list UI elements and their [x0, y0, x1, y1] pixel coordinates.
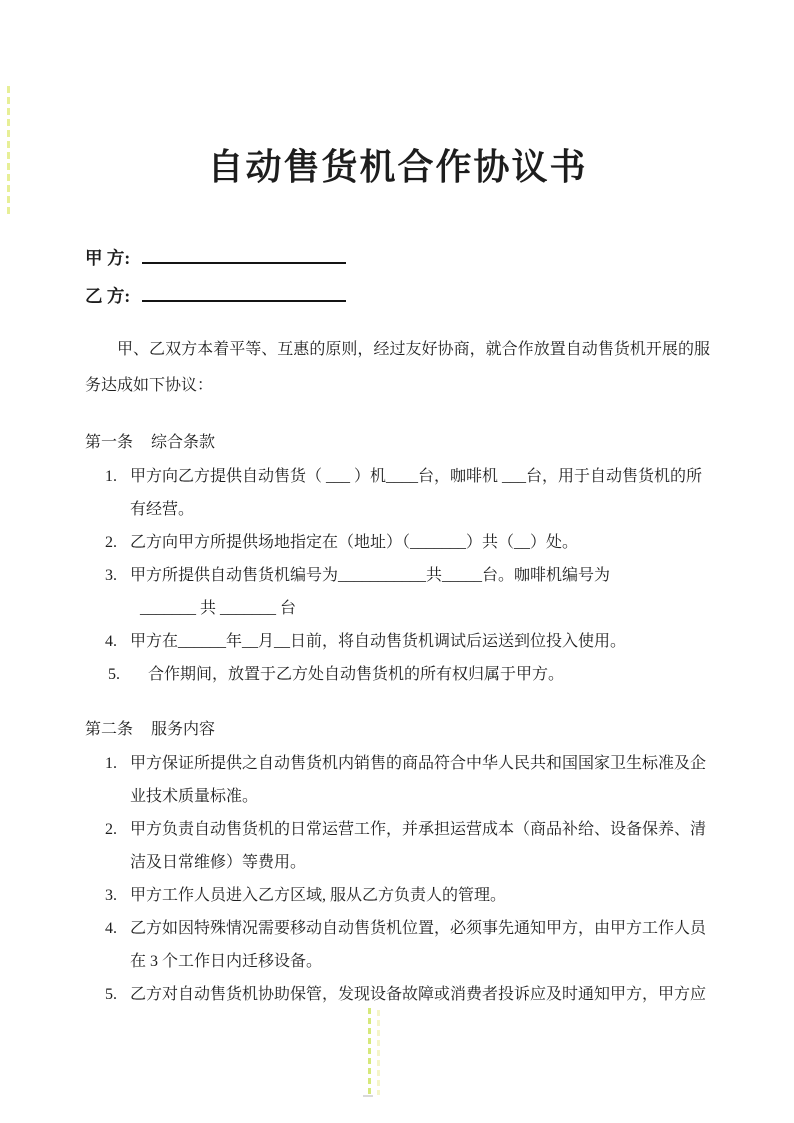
item-text: 甲方保证所提供之自动售货机内销售的商品符合中华人民共和国国家卫生标准及企业技术质量标准。	[130, 755, 707, 805]
item-text-line-1: 甲方所提供自动售货机编号为___________共_____台。咖啡机编号为	[130, 567, 611, 584]
section-2-title: 服务内容	[151, 721, 216, 738]
item-number: 3.	[105, 887, 117, 904]
item-text: 甲方负责自动售货机的日常运营工作，并承担运营成本（商品补给、设备保养、清洁及日常维修）等费用。	[130, 821, 707, 871]
intro-paragraph: 甲、乙双方本着平等、互惠的原则，经过友好协商，就合作放置自动售货机开展的服务达成如下协议：	[85, 341, 710, 394]
item-number: 1.	[105, 755, 117, 772]
fold-end-tick-mark	[363, 1095, 373, 1097]
party-a-line	[85, 242, 710, 280]
section-2-heading	[85, 713, 710, 747]
party-a-blank	[142, 247, 346, 264]
item-number: 2.	[105, 821, 117, 838]
item-number: 1.	[105, 468, 117, 485]
item-text: 乙方如因特殊情况需要移动自动售货机位置，必须事先通知甲方，由甲方工作人员在 3 个工作日内迁移设备。	[130, 920, 707, 970]
list-item	[85, 747, 710, 813]
fold-mark-primary-dashed-line	[368, 1008, 371, 1095]
item-number: 3.	[105, 567, 117, 584]
list-item	[85, 625, 710, 658]
section-1-title: 综合条款	[151, 434, 216, 451]
section-2-items	[85, 747, 710, 1011]
item-text: 甲方在______年__月__日前，将自动售货机调试后运送到位投入使用。	[130, 633, 627, 650]
section-1-items	[85, 460, 710, 691]
item-text-line-2: _______ 共 _______ 台	[140, 600, 297, 617]
item-number: 5.	[105, 986, 117, 1003]
party-b-label: 乙 方:	[85, 286, 131, 306]
contract-page	[85, 0, 710, 1011]
item-text: 乙方对自动售货机协助保管，发现设备故障或消费者投诉应及时通知甲方，甲方应	[130, 986, 707, 1003]
item-number: 4.	[105, 920, 117, 937]
item-number: 2.	[105, 534, 117, 551]
fold-mark-secondary-dashed-line	[377, 1010, 380, 1095]
item-text: 合作期间，放置于乙方处自动售货机的所有权归属于甲方。	[148, 666, 565, 683]
party-b-blank	[142, 285, 346, 302]
list-item	[85, 912, 710, 978]
crop-mark-left-dashed-line	[7, 86, 10, 218]
party-block	[85, 242, 710, 318]
document-title: 自动售货机合作协议书	[207, 147, 588, 187]
list-item	[85, 658, 710, 691]
item-text: 甲方向乙方提供自动售货（ ___ ）机____台，咖啡机 ___台，用于自动售货机的所有经营。	[130, 468, 703, 518]
section-2-number: 第二条	[85, 721, 134, 738]
list-item	[85, 813, 710, 879]
item-number: 5.	[108, 666, 120, 683]
item-text: 甲方工作人员进入乙方区域, 服从乙方负责人的管理。	[130, 887, 507, 904]
item-number: 4.	[105, 633, 117, 650]
section-1-heading	[85, 426, 710, 460]
list-item	[85, 526, 710, 559]
section-1-number: 第一条	[85, 434, 134, 451]
list-item	[85, 559, 710, 625]
item-text: 乙方向甲方所提供场地指定在（地址）（_______）共（__）处。	[130, 534, 579, 551]
party-b-line	[85, 280, 710, 318]
list-item	[85, 978, 710, 1011]
item-text	[130, 559, 710, 625]
party-a-label: 甲 方:	[85, 248, 131, 268]
list-item	[85, 460, 710, 526]
list-item	[85, 879, 710, 912]
